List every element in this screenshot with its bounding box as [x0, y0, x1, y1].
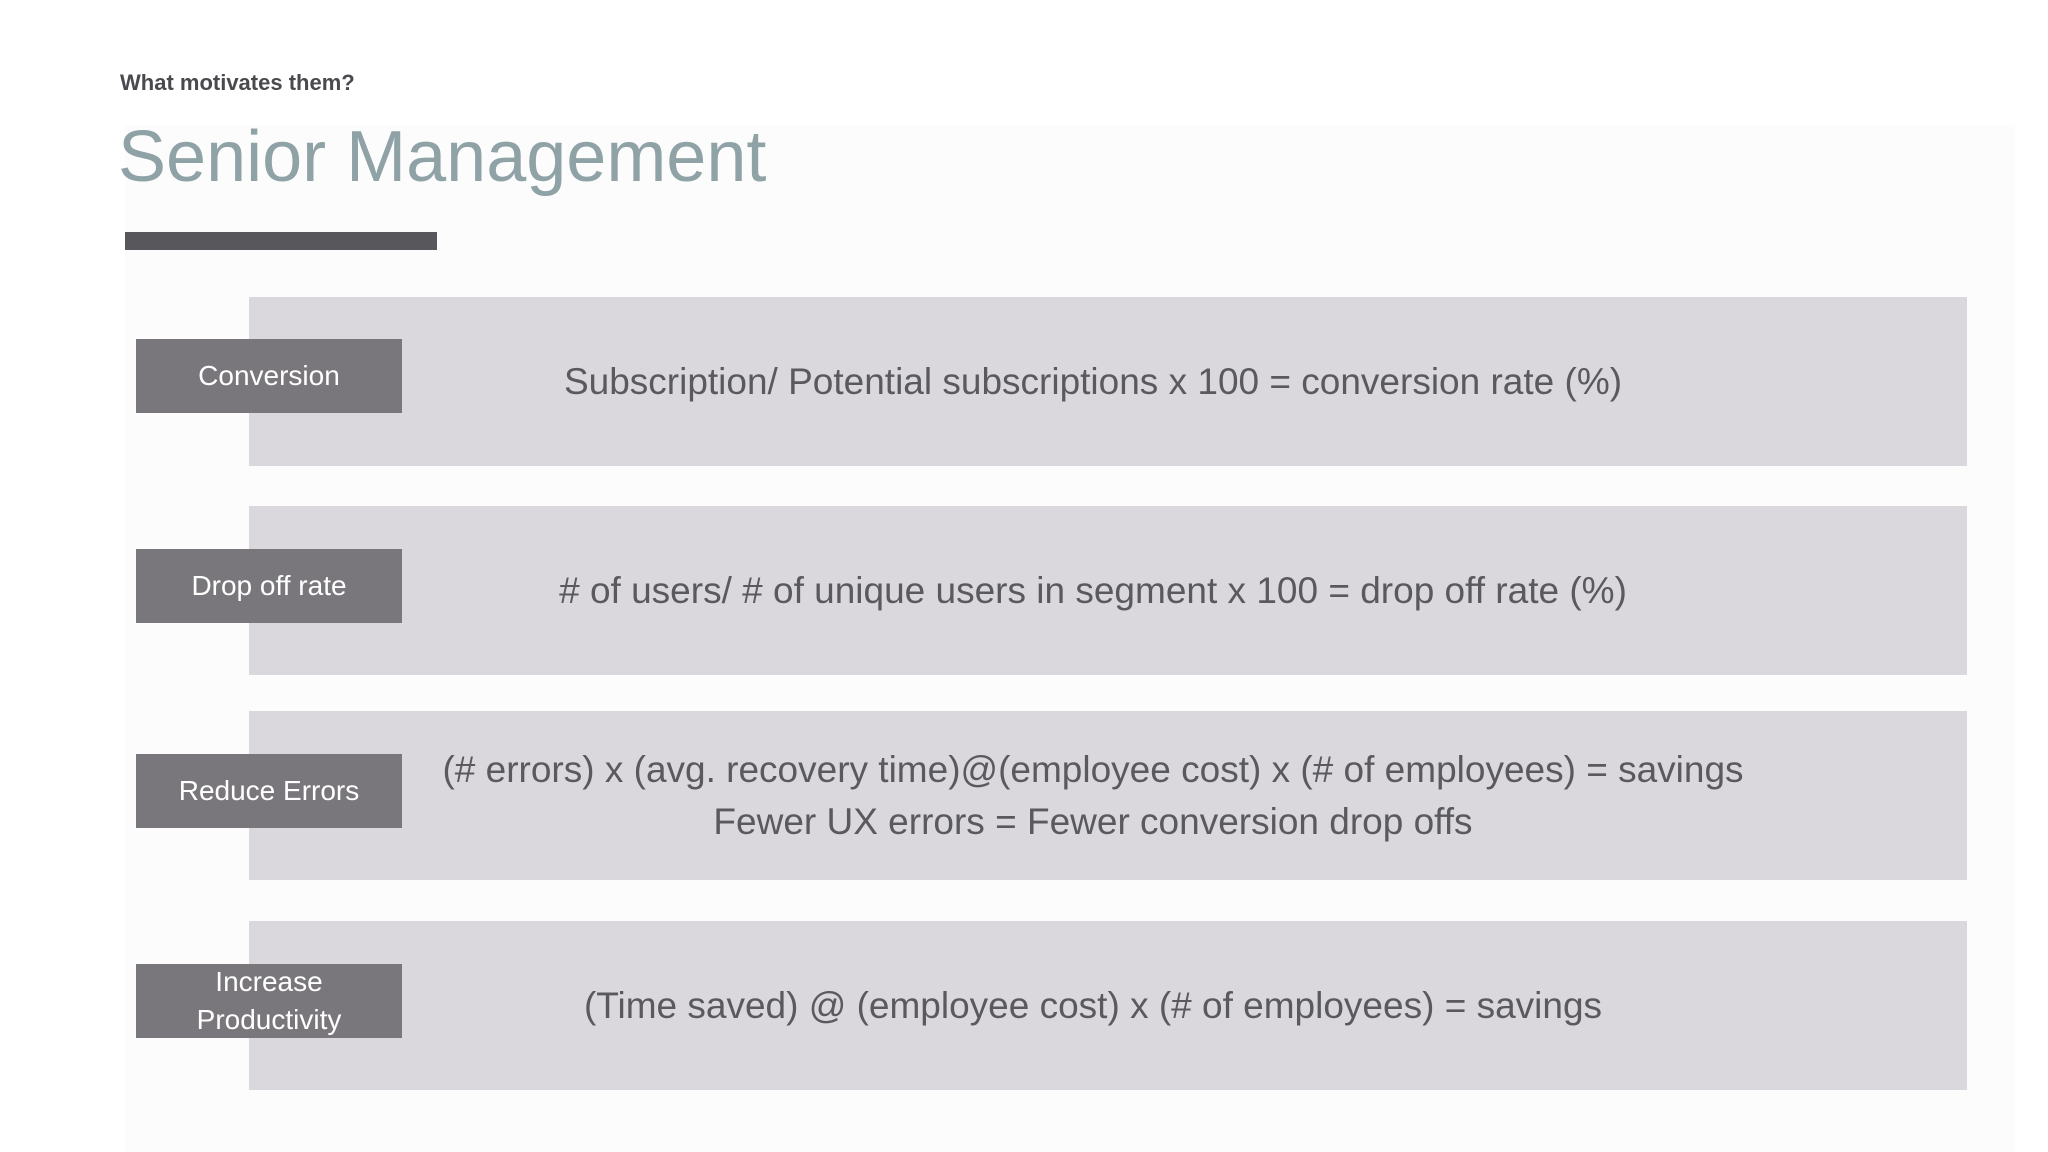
- metric-label-reduce-errors: [136, 754, 402, 828]
- metric-formula-drop-off-rate: [249, 506, 1967, 675]
- formula-line: Subscription/ Potential subscriptions x 100 = conversion rate (%): [563, 360, 1623, 402]
- label-text: Reduce Errors: [178, 775, 360, 807]
- metric-formula-conversion: [249, 297, 1967, 466]
- formula-line: Fewer UX errors = Fewer conversion drop offs: [713, 800, 1473, 842]
- label-text-line: Productivity: [196, 1004, 342, 1035]
- metric-formula-increase-productivity: [249, 921, 1967, 1090]
- title-underline-bar: [125, 232, 437, 250]
- metric-formula-reduce-errors: [249, 711, 1967, 880]
- formula-line: (# errors) x (avg. recovery time)@(employee cost) x (# of employees) = savings: [442, 748, 1744, 790]
- eyebrow-heading: What motivates them?: [120, 70, 355, 95]
- formula-line: # of users/ # of unique users in segment x 100 = drop off rate (%): [559, 569, 1627, 611]
- metric-label-increase-productivity: [136, 964, 402, 1038]
- label-text-line: Increase: [215, 966, 323, 998]
- slide-title: Senior Management: [118, 117, 767, 197]
- metric-label-drop-off-rate: [136, 549, 402, 623]
- label-text: Conversion: [198, 360, 340, 392]
- label-text: Drop off rate: [191, 570, 347, 602]
- metric-label-conversion: [136, 339, 402, 413]
- formula-line: (Time saved) @ (employee cost) x (# of employees) = savings: [583, 984, 1603, 1026]
